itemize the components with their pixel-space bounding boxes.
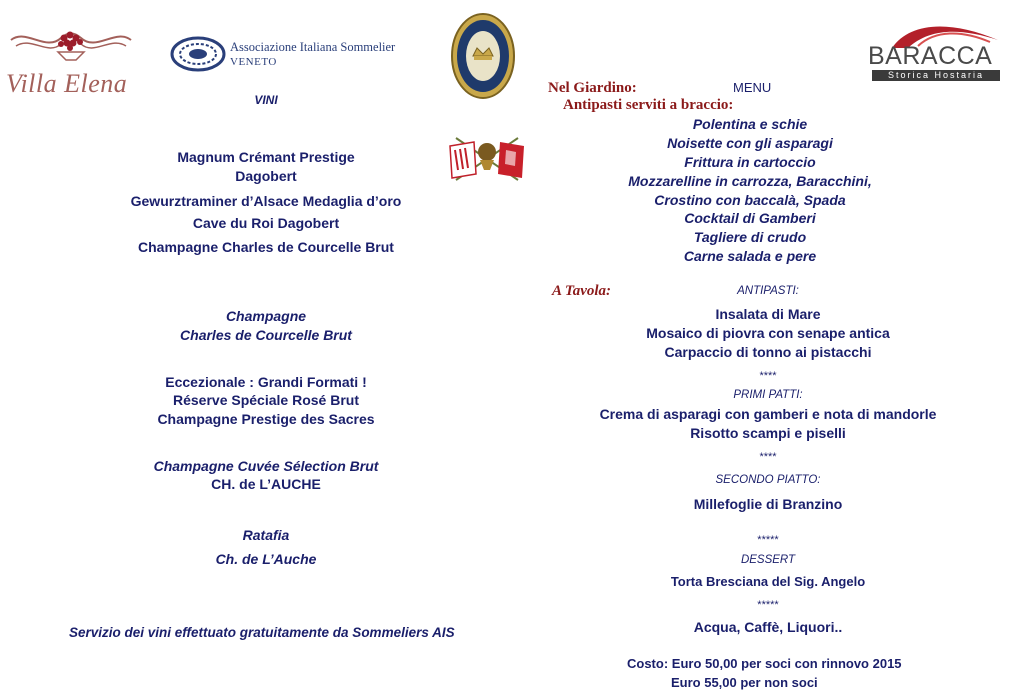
- wine-item: Réserve Spéciale Rosé Brut: [173, 392, 359, 408]
- wines-heading: VINI: [254, 93, 278, 107]
- dessert-heading: DESSERT: [740, 554, 796, 566]
- wine-item: Champagne Cuvée Sélection Brut: [153, 458, 379, 474]
- wine-service-note: Servizio dei vini effettuato gratuitamente da Sommeliers AIS: [69, 625, 455, 640]
- wine-item: Charles de Courcelle Brut: [180, 327, 352, 343]
- menu-item: Crostino con baccalà, Spada: [654, 192, 846, 208]
- wine-item: Champagne Prestige des Sacres: [157, 411, 375, 427]
- wine-item: Ratafia: [242, 527, 290, 543]
- menu-item: Frittura in cartoccio: [684, 154, 816, 170]
- wine-list: [86, 0, 446, 700]
- flags-icon: [446, 130, 528, 190]
- menu-item: Crema di asparagi con gamberi e nota di mandorle: [599, 406, 937, 422]
- wine-item: Gewurztraminer d’Alsace Medaglia d’oro: [130, 193, 402, 209]
- ais-name: Associazione Italiana Sommelier: [230, 40, 396, 54]
- menu-item: Insalata di Mare: [715, 306, 821, 322]
- table-label: A Tavola:: [552, 283, 612, 299]
- crest-emblem: [450, 12, 516, 100]
- menu-item: Tagliere di crudo: [693, 229, 807, 245]
- baracca-name: BARACCA: [868, 42, 993, 70]
- villa-elena-name: Villa Elena: [6, 69, 128, 98]
- wine-item: CH. de L’AUCHE: [211, 476, 321, 492]
- menu-label: MENU: [733, 80, 772, 95]
- wine-item: Champagne Charles de Courcelle Brut: [138, 239, 394, 255]
- menu-item: Noisette con gli asparagi: [667, 135, 833, 151]
- menu-item: Millefoglie di Branzino: [693, 496, 843, 512]
- cost-line-non-members: Euro 55,00 per non soci: [671, 675, 818, 690]
- secondo-heading: SECONDO PIATTO:: [715, 474, 821, 486]
- wine-item: Ch. de L’Auche: [215, 551, 317, 567]
- antipasti-heading: ANTIPASTI:: [737, 285, 799, 297]
- menu-item: Mozzarelline in carrozza, Baracchini,: [628, 173, 872, 189]
- garden-label: Nel Giardino:: [548, 80, 637, 96]
- primi-heading: PRIMI PATTI:: [733, 389, 803, 401]
- flags-emblem: [446, 130, 528, 190]
- separator: *****: [757, 599, 779, 611]
- antipasti-braccio-label: Antipasti serviti a braccio:: [563, 97, 734, 113]
- wine-item: Champagne: [225, 308, 307, 324]
- separator: ****: [759, 451, 777, 463]
- crest-icon: [450, 12, 516, 100]
- separator: *****: [757, 534, 779, 546]
- baracca-tagline: Storica Hostaria: [872, 70, 1000, 81]
- table-menu: [593, 0, 943, 700]
- wine-item: Dagobert: [235, 168, 297, 184]
- menu-closing: Acqua, Caffè, Liquori..: [693, 619, 843, 635]
- menu-item: Torta Bresciana del Sig. Angelo: [670, 574, 866, 589]
- menu-item: Mosaico di piovra con senape antica: [646, 325, 890, 341]
- wine-item: Cave du Roi Dagobert: [192, 215, 340, 231]
- menu-item: Cocktail di Gamberi: [684, 210, 816, 226]
- ais-region: VENETO: [230, 56, 277, 68]
- menu-item: Polentina e schie: [692, 116, 808, 132]
- separator: ****: [759, 370, 777, 382]
- cost-line-members: Costo: Euro 50,00 per soci con rinnovo 2015: [627, 656, 902, 671]
- wine-item: Eccezionale : Grandi Formati !: [165, 374, 367, 390]
- menu-item: Risotto scampi e piselli: [690, 425, 846, 441]
- menu-item: Carpaccio di tonno ai pistacchi: [664, 344, 872, 360]
- wine-item: Magnum Crémant Prestige: [177, 149, 355, 165]
- menu-item: Carne salada e pere: [683, 248, 817, 264]
